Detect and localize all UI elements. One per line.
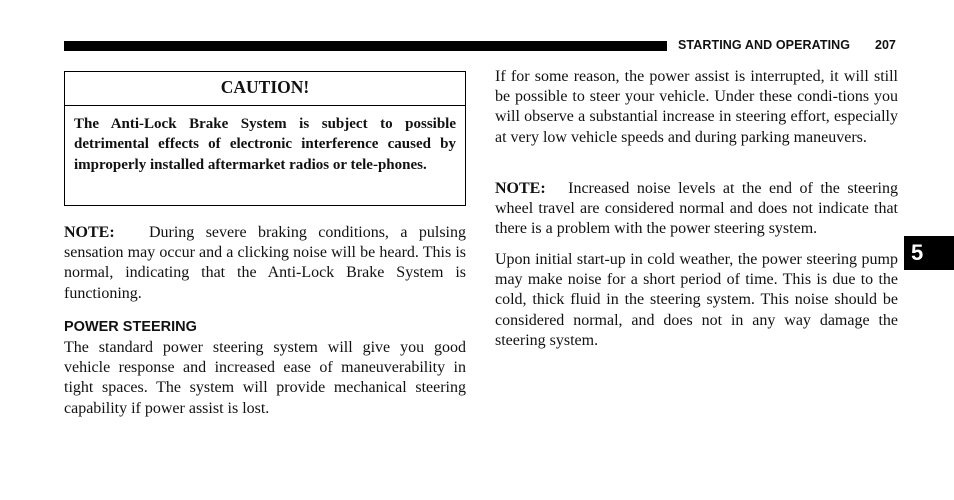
caution-text: The Anti-Lock Brake System is subject to possible detrimental effects of electronic interference caused by improperly installed aftermarket radios or tele-phones. [74, 116, 456, 173]
note-text: During severe braking conditions, a pulsing sensation may occur and a clicking noise will be heard. This is normal, indicating that the Anti-Lock Brake System is functioning. [64, 224, 466, 302]
header-rule [64, 41, 667, 51]
page-number: 207 [875, 38, 896, 52]
note-label: NOTE: [64, 224, 115, 241]
caution-box [64, 71, 466, 206]
paragraph-power-assist: If for some reason, the power assist is interrupted, it will still be possible to steer your vehicle. Under these condi-tions you will observe a substantial increase in steering effort, especially at very low vehicle speeds and during parking maneuvers. [495, 68, 898, 146]
paragraph-cold-weather: Upon initial start-up in cold weather, the power steering pump may make noise for a short period of time. This is due to the cold, thick fluid in the steering system. This noise should be considered normal, and does not in any way damage the steering system. [495, 251, 898, 349]
power-steering-paragraph: The standard power steering system will give you good vehicle response and increased ease of maneuverability in tight spaces. The system will provide mechanical steering capability if power assist is lost. [64, 339, 466, 417]
note-paragraph [64, 223, 466, 304]
note-text: Increased noise levels at the end of the steering wheel travel are considered normal and does not indicate that there is a problem with the power steering system. [495, 180, 899, 238]
note-label: NOTE: [495, 180, 546, 197]
section-title: STARTING AND OPERATING [678, 38, 851, 52]
note-paragraph [495, 179, 898, 240]
caution-title: CAUTION! [65, 72, 465, 106]
section-subheading: POWER STEERING [64, 319, 197, 335]
chapter-tab: 5 [904, 236, 954, 270]
